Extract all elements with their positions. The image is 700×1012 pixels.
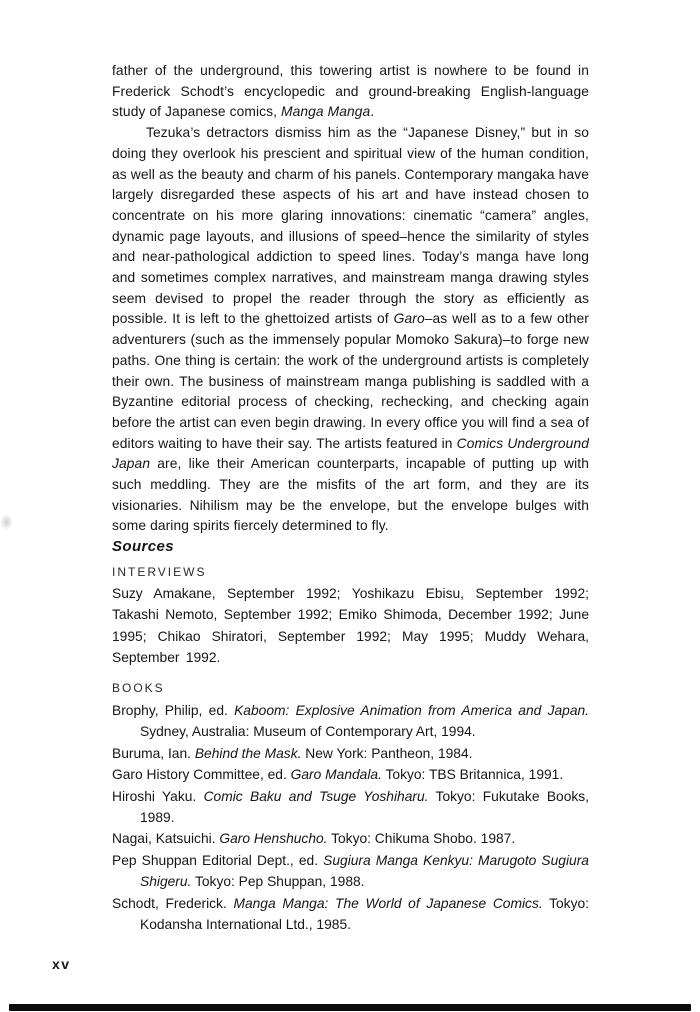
book-entry: Buruma, Ian. Behind the Mask. New York: Pantheon, 1984.: [112, 745, 473, 761]
scan-smudge-artifact: [0, 514, 13, 530]
body-paragraph-tezuka: Tezuka’s detractors dismiss him as the “Japanese Disney,” but in so doing they overlook his prescient and spiritual view of the human condition, as well as the beauty and charm of his panels. Contemporary mangaka have largely disregarded these aspects of his art and have instead chosen to concentrate on his more glaring innovations: cinematic “camera” angles, dynamic page layouts, and illusions of speed–hence the similarity of styles and near-pathological addiction to speed lines. Today’s manga have long and sometimes complex narratives, and mainstream manga drawing styles seem devised to propel the reader through the story as efficiently as possible. It is left to the ghettoized artists of Garo–as well as to a few other adventurers (such as the immensely popular Momoko Sakura)–to forge new paths. One thing is certain: the work of the underground artists is completely their own. The business of mainstream manga publishing is saddled with a Byzantine editorial process of checking, rechecking, and checking again before the artist can even begin drawing. In every office you will find a sea of editors waiting to have their say. The artists featured in Comics Underground Japan are, like their American counterparts, incapable of putting up with such meddling. They are the misfits of the art form, and they are its visionaries. Nihilism may be the envelope, but the envelope bulges with some daring spirits fiercely determined to fly.: [112, 125, 589, 534]
books-section: [112, 681, 589, 935]
book-entry: Nagai, Katsuichi. Garo Henshucho. Tokyo: Chikuma Shobo. 1987.: [112, 831, 516, 847]
body-text-block: [112, 61, 589, 537]
interviews-label: INTERVIEWS: [112, 565, 207, 579]
book-entry: Hiroshi Yaku. Comic Baku and Tsuge Yoshiharu. Tokyo: Fukutake Books, 1989.: [112, 788, 590, 826]
book-entry: Brophy, Philip, ed. Kaboom: Explosive Animation from America and Japan. Sydney, Australia: Museum of Contemporary Art, 1994.: [112, 703, 589, 740]
sources-section: [112, 538, 589, 669]
body-paragraph-continuation: father of the underground, this towering artist is nowhere to be found in Frederick Schodt’s encyclopedic and ground-breaking English-language study of Japanese comics, Manga Manga.: [112, 63, 589, 120]
books-list: [112, 700, 589, 935]
book-entry: Schodt, Frederick. Manga Manga: The World of Japanese Comics. Tokyo: Kodansha International Ltd., 1985.: [112, 895, 589, 933]
sources-heading: Sources: [112, 538, 174, 555]
book-entry: Garo History Committee, ed. Garo Mandala. Tokyo: TBS Britannica, 1991.: [112, 767, 564, 783]
book-entry: Pep Shuppan Editorial Dept., ed. Sugiura Manga Kenkyu: Marugoto Sugiura Shigeru. Tokyo: Pep Shuppan, 1988.: [112, 852, 589, 890]
interviews-text: Suzy Amakane, September 1992; Yoshikazu Ebisu, September 1992; Takashi Nemoto, September 1992; Emiko Shimoda, December 1992; June 1995; Chikao Shiratori, September 1992; May 1995; Muddy Wehara, September 1992.: [112, 586, 589, 666]
page-number: xv: [52, 956, 71, 972]
scan-edge-artifact: [9, 1004, 691, 1011]
books-label: BOOKS: [112, 681, 165, 695]
